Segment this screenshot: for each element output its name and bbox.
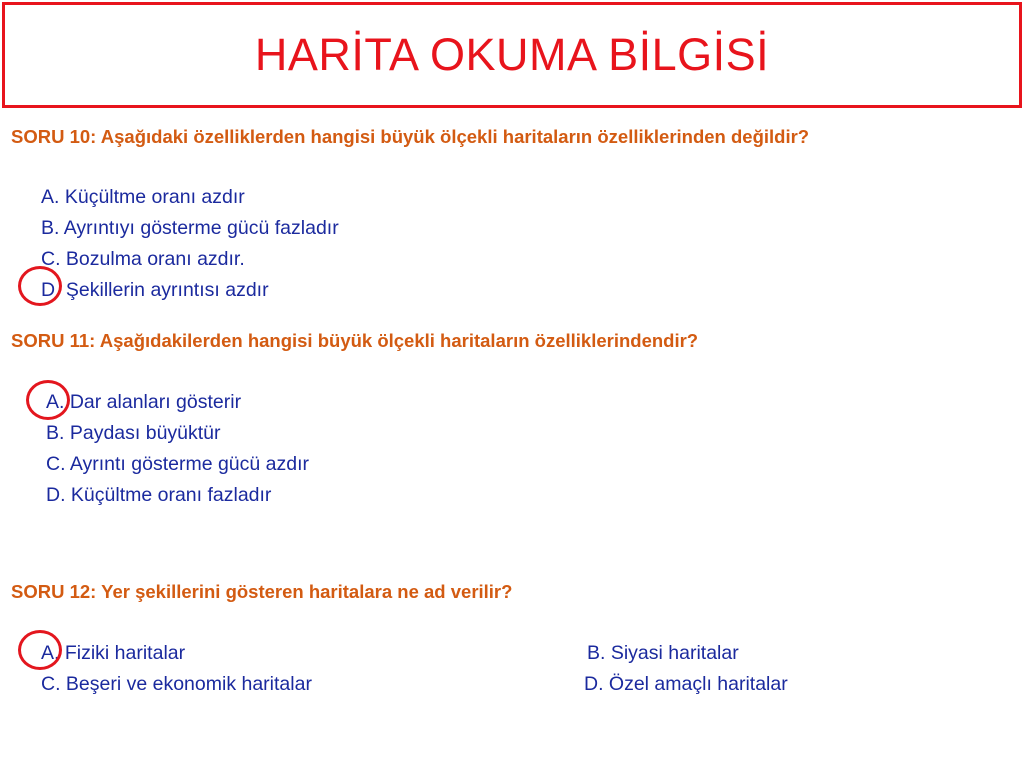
- q12-option-d: D. Özel amaçlı haritalar: [584, 673, 788, 695]
- answer-mark-q12: [18, 630, 62, 670]
- q12-option-a: A. Fiziki haritalar: [41, 642, 186, 664]
- q11-option-a: A. Dar alanları gösterir: [46, 391, 242, 413]
- question-12: SORU 12: Yer şekillerini gösteren haritalara ne ad verilir?: [11, 581, 513, 602]
- q10-option-d: D. Şekillerin ayrıntısı azdır: [41, 279, 269, 301]
- q10-option-c: C. Bozulma oranı azdır.: [41, 248, 245, 270]
- q11-option-d: D. Küçültme oranı fazladır: [46, 484, 272, 506]
- q12-option-b: B. Siyasi haritalar: [587, 642, 739, 664]
- q12-option-c: C. Beşeri ve ekonomik haritalar: [41, 673, 312, 695]
- q11-option-c: C. Ayrıntı gösterme gücü azdır: [46, 453, 310, 475]
- q10-option-b: B. Ayrıntıyı gösterme gücü fazladır: [41, 217, 339, 239]
- answer-mark-q11: [26, 380, 70, 420]
- title-box: [2, 2, 1022, 108]
- q10-option-a: A. Küçültme oranı azdır: [41, 186, 245, 208]
- question-10: SORU 10: Aşağıdaki özelliklerden hangisi büyük ölçekli haritaların özelliklerinden değildir?: [11, 126, 810, 147]
- question-11: SORU 11: Aşağıdakilerden hangisi büyük ölçekli haritaların özelliklerindendir?: [11, 330, 699, 351]
- q11-option-b: B. Paydası büyüktür: [46, 422, 221, 444]
- page-title: HARİTA OKUMA BİLGİSİ: [254, 29, 770, 80]
- answer-mark-q10: [18, 266, 62, 306]
